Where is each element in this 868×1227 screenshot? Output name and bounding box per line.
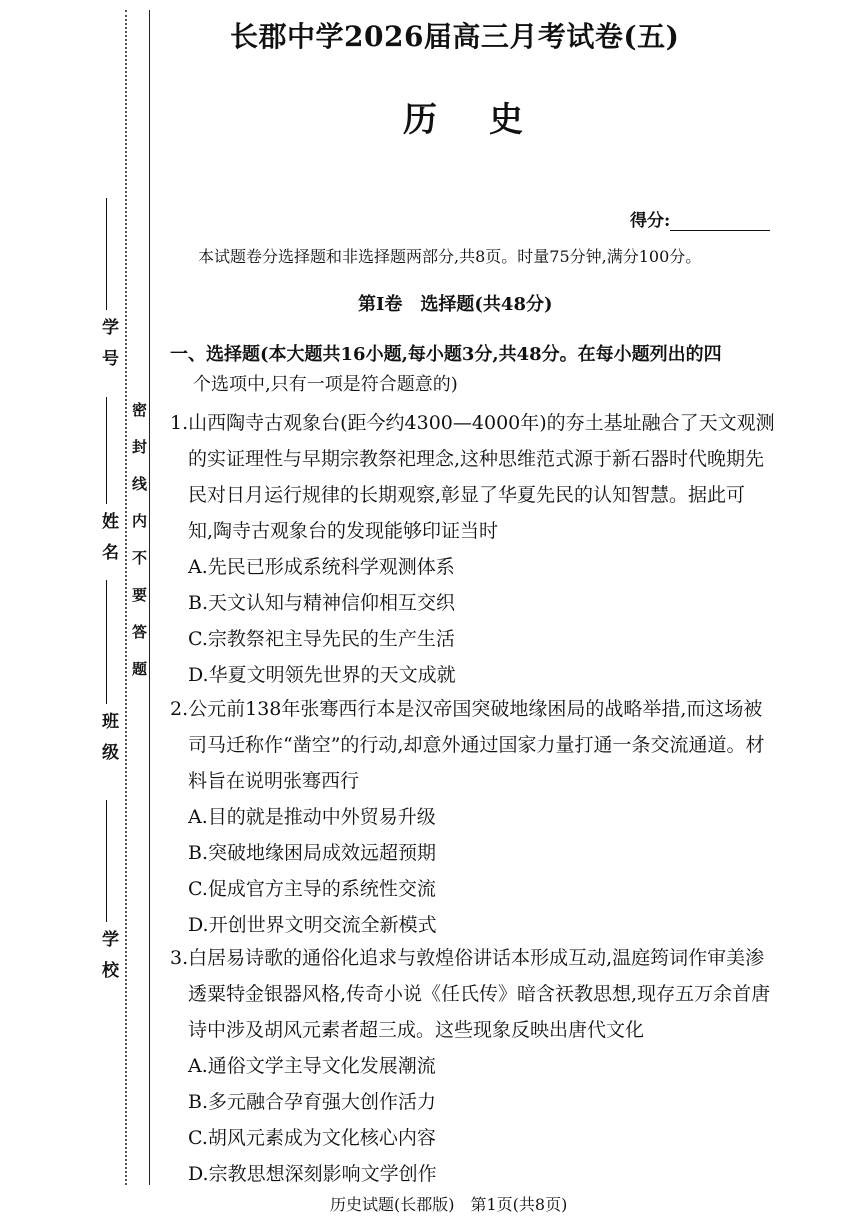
exam-title: 长郡中学2026届高三月考试卷(五) [230, 20, 680, 53]
student-id-field [96, 318, 121, 380]
option-c[interactable]: C.胡风元素成为文化核心内容 [188, 1127, 436, 1149]
option-c[interactable]: C.宗教祭祀主导先民的生产生活 [188, 628, 455, 650]
score-label: 得分: [630, 211, 671, 231]
class-label: 班级 [98, 712, 118, 774]
name-label: 姓名 [98, 512, 118, 574]
option-a[interactable]: A.通俗文学主导文化发展潮流 [188, 1055, 436, 1077]
score-blank[interactable] [670, 212, 770, 231]
name-blank[interactable] [106, 397, 107, 504]
option-a[interactable]: A.先民已形成系统科学观测体系 [188, 556, 455, 578]
question-3 [170, 940, 790, 1192]
question-stem-line: 透粟特金银器风格,传奇小说《任氏传》暗含祆教思想,现存五万余首唐 [188, 983, 771, 1005]
option-a[interactable]: A.目的就是推动中外贸易升级 [188, 806, 436, 828]
subject-title: 历史 [403, 100, 575, 140]
exam-instructions: 本试题卷分选择题和非选择题两部分,共8页。时量75分钟,满分100分。 [198, 247, 702, 266]
page-footer: 历史试题(长郡版) 第1页(共8页) [330, 1195, 568, 1214]
binding-strip [0, 0, 160, 1227]
part-title: 第Ⅰ卷 选择题(共48分) [358, 294, 553, 315]
seal-notice: 密封线内不要答题 [130, 402, 148, 698]
dotted-seal-line [125, 10, 127, 1185]
name-field [96, 512, 121, 574]
question-stem-line: 料旨在说明张骞西行 [188, 770, 360, 792]
section-heading-cont: 个选项中,只有一项是符合题意的) [193, 374, 458, 395]
question-stem-line: 1.山西陶寺古观象台(距今约4300—4000年)的夯土基址融合了天文观测 [170, 412, 775, 434]
student-id-label: 学号 [98, 318, 118, 380]
option-d[interactable]: D.华夏文明领先世界的天文成就 [188, 664, 456, 686]
option-b[interactable]: B.多元融合孕育强大创作活力 [188, 1091, 437, 1113]
question-stem-line: 的实证理性与早期宗教祭祀理念,这种思维范式源于新石器时代晚期先 [188, 448, 765, 470]
class-blank[interactable] [106, 580, 107, 704]
option-d[interactable]: D.宗教思想深刻影响文学创作 [188, 1163, 437, 1185]
question-stem-line: 知,陶寺古观象台的发现能够印证当时 [188, 520, 499, 542]
class-field [96, 712, 121, 774]
option-c[interactable]: C.促成官方主导的系统性交流 [188, 878, 436, 900]
student-id-blank[interactable] [106, 198, 107, 310]
option-b[interactable]: B.天文认知与精神信仰相互交织 [188, 592, 456, 614]
question-stem-line: 民对日月运行规律的长期观察,彰显了华夏先民的认知智慧。据此可 [188, 484, 746, 506]
question-stem-line: 司马迁称作“凿空”的行动,却意外通过国家力量打通一条交流通道。材 [188, 734, 765, 756]
question-stem-line: 2.公元前138年张骞西行本是汉帝国突破地缘困局的战略举措,而这场被 [170, 698, 763, 720]
option-d[interactable]: D.开创世界文明交流全新模式 [188, 914, 437, 936]
school-field [96, 930, 121, 992]
question-stem-line: 诗中涉及胡风元素者超三成。这些现象反映出唐代文化 [188, 1019, 645, 1041]
school-blank[interactable] [106, 800, 107, 922]
question-stem-line: 3.白居易诗歌的通俗化追求与敦煌俗讲话本形成互动,温庭筠词作审美渗 [170, 947, 765, 969]
question-2 [170, 691, 790, 943]
score-field [630, 206, 770, 231]
question-1 [170, 405, 790, 693]
section-heading: 一、选择题(本大题共16小题,每小题3分,共48分。在每小题列出的四 [170, 344, 722, 365]
section-header [170, 340, 790, 400]
option-b[interactable]: B.突破地缘困局成效远超预期 [188, 842, 437, 864]
school-label: 学校 [98, 930, 118, 992]
